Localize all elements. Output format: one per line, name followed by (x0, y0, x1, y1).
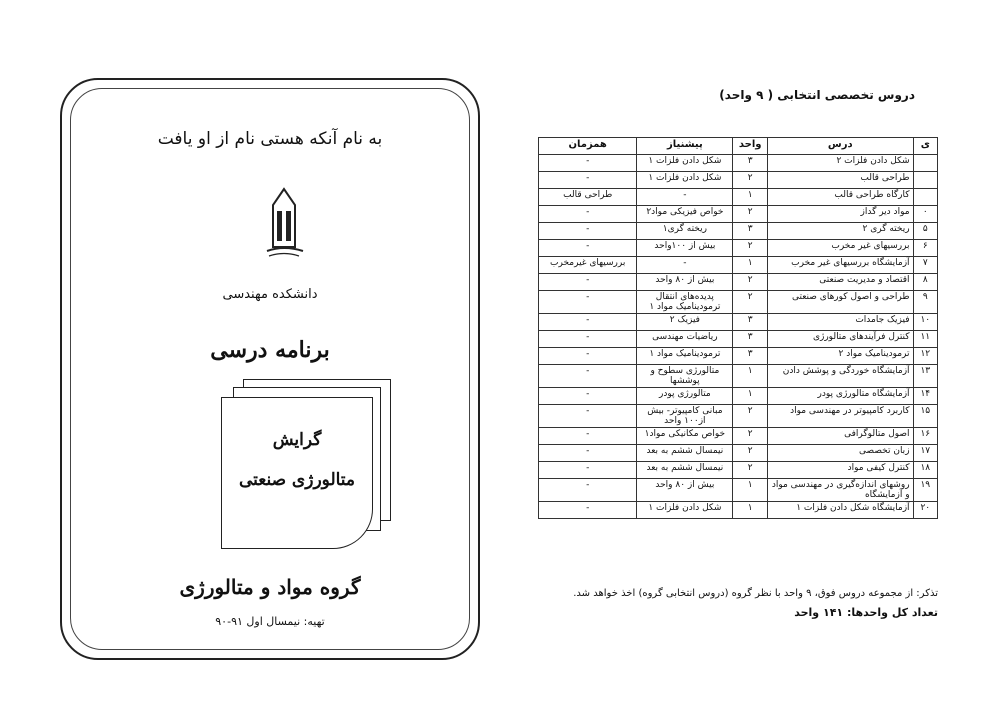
row-coreq: - (539, 314, 637, 331)
row-number: ۱۶ (913, 428, 937, 445)
row-prereq: بیش از ۸۰ واحد (637, 479, 733, 502)
row-number: ۱۵ (913, 405, 937, 428)
row-coreq: - (539, 445, 637, 462)
row-coreq: - (539, 479, 637, 502)
table-row (539, 365, 938, 388)
row-prereq: - (637, 257, 733, 274)
row-number: ۱۸ (913, 462, 937, 479)
row-course: شکل دادن فلزات ۲ (768, 155, 914, 172)
row-coreq: - (539, 206, 637, 223)
row-number: ۰ (913, 206, 937, 223)
row-course: روشهای اندازه‌گیری در مهندسی مواد و آزمایشگاه (768, 479, 914, 502)
row-coreq: - (539, 462, 637, 479)
row-prereq: ریخته گری۱ (637, 223, 733, 240)
row-coreq: - (539, 502, 637, 519)
row-course: طراحی قالب (768, 172, 914, 189)
row-coreq: - (539, 428, 637, 445)
row-course: اصول متالوگرافی (768, 428, 914, 445)
document-stack-graphic (221, 379, 391, 549)
row-prereq: خواص مکانیکی مواد۱ (637, 428, 733, 445)
header-prereq: پیشنیاز (637, 138, 733, 155)
row-coreq: بررسیهای غیرمخرب (539, 257, 637, 274)
row-course: کنترل فرآیندهای متالورژی (768, 331, 914, 348)
header-units: واحد (733, 138, 768, 155)
row-course: آزمایشگاه متالورژی پودر (768, 388, 914, 405)
cover-page (60, 78, 480, 660)
table-row (539, 172, 938, 189)
row-course: کنترل کیفی مواد (768, 462, 914, 479)
row-course: طراحی و اصول کورهای صنعتی (768, 291, 914, 314)
row-course: اقتصاد و مدیریت صنعتی (768, 274, 914, 291)
row-number: ۷ (913, 257, 937, 274)
row-units: ۱ (733, 479, 768, 502)
row-units: ۲ (733, 291, 768, 314)
row-coreq: - (539, 405, 637, 428)
row-course: ریخته گری ۲ (768, 223, 914, 240)
row-prereq: شکل دادن فلزات ۱ (637, 502, 733, 519)
row-number: ۱۷ (913, 445, 937, 462)
table-row (539, 445, 938, 462)
total-units: تعداد کل واحدها: ۱۴۱ واحد (794, 606, 938, 619)
table-header-row (539, 138, 938, 155)
row-number: ۸ (913, 274, 937, 291)
row-coreq: - (539, 172, 637, 189)
table-row (539, 331, 938, 348)
row-course: بررسیهای غیر مخرب (768, 240, 914, 257)
row-course: مواد دیر گداز (768, 206, 914, 223)
row-coreq: - (539, 240, 637, 257)
row-units: ۱ (733, 388, 768, 405)
row-number: ۶ (913, 240, 937, 257)
row-prereq: بیش از ۱۰۰واحد (637, 240, 733, 257)
table-row (539, 223, 938, 240)
row-prereq: متالورژی پودر (637, 388, 733, 405)
header-number: ی (913, 138, 937, 155)
prepared-semester: تهیه: نیمسال اول ۹۱-۹۰ (215, 615, 325, 628)
row-units: ۲ (733, 172, 768, 189)
row-coreq: - (539, 291, 637, 314)
row-number: ۱۳ (913, 365, 937, 388)
row-units: ۲ (733, 206, 768, 223)
row-units: ۱ (733, 502, 768, 519)
table-row (539, 405, 938, 428)
row-prereq: ریاضیات مهندسی (637, 331, 733, 348)
table-row (539, 291, 938, 314)
row-units: ۲ (733, 405, 768, 428)
row-number: ۵ (913, 223, 937, 240)
row-prereq: - (637, 189, 733, 206)
row-coreq: - (539, 223, 637, 240)
courses-table-body (539, 155, 938, 519)
table-row (539, 388, 938, 405)
row-prereq: خواص فیزیکی مواد۲ (637, 206, 733, 223)
major-value: متالورژی صنعتی (238, 470, 356, 490)
row-coreq: - (539, 274, 637, 291)
row-units: ۲ (733, 428, 768, 445)
row-course: زبان تخصصی (768, 445, 914, 462)
row-prereq: شکل دادن فلزات ۱ (637, 172, 733, 189)
row-course: آزمایشگاه شکل دادن فلزات ۱ (768, 502, 914, 519)
table-row (539, 155, 938, 172)
table-row (539, 462, 938, 479)
row-number: ۱۱ (913, 331, 937, 348)
table-title: دروس تخصصی انتخابی ( ۹ واحد) (719, 88, 915, 102)
table-row (539, 502, 938, 519)
row-course: کارگاه طراحی قالب (768, 189, 914, 206)
row-number: ۹ (913, 291, 937, 314)
row-number (913, 189, 937, 206)
row-prereq: نیمسال ششم به بعد (637, 445, 733, 462)
row-prereq: پدیده‌های انتقال ترمودینامیک مواد ۱ (637, 291, 733, 314)
row-coreq: - (539, 155, 637, 172)
row-units: ۱ (733, 189, 768, 206)
table-row (539, 206, 938, 223)
table-row (539, 189, 938, 206)
row-course: فیزیک جامدات (768, 314, 914, 331)
university-logo-icon (259, 187, 309, 259)
table-row (539, 314, 938, 331)
row-number: ۲۰ (913, 502, 937, 519)
table-row (539, 274, 938, 291)
row-coreq: - (539, 331, 637, 348)
row-units: ۱ (733, 257, 768, 274)
row-coreq: طراحی قالب (539, 189, 637, 206)
table-row (539, 479, 938, 502)
courses-table (538, 137, 938, 519)
row-number: ۱۲ (913, 348, 937, 365)
row-prereq: ترمودینامیک مواد ۱ (637, 348, 733, 365)
row-units: ۳ (733, 331, 768, 348)
header-coreq: همزمان (539, 138, 637, 155)
row-prereq: فیزیک ۲ (637, 314, 733, 331)
row-prereq: متالورژی سطوح و پوششها (637, 365, 733, 388)
row-prereq: شکل دادن فلزات ۱ (637, 155, 733, 172)
row-number: ۱۴ (913, 388, 937, 405)
row-coreq: - (539, 388, 637, 405)
cover-inner-border (70, 88, 470, 650)
table-row (539, 428, 938, 445)
row-units: ۲ (733, 445, 768, 462)
row-units: ۳ (733, 155, 768, 172)
row-course: آزمایشگاه خوردگی و پوشش دادن (768, 365, 914, 388)
row-coreq: - (539, 365, 637, 388)
footnote: تذکر: از مجموعه دروس فوق، ۹ واحد با نظر گروه (دروس انتخابی گروه) اخذ خواهد شد. (573, 588, 938, 599)
department-name: گروه مواد و متالورژی (179, 575, 361, 599)
row-course: کاربرد کامپیوتر در مهندسی مواد (768, 405, 914, 428)
table-row (539, 240, 938, 257)
major-label: گرایش (272, 430, 322, 450)
row-units: ۱ (733, 365, 768, 388)
row-coreq: - (539, 348, 637, 365)
row-prereq: مبانی کامپیوتر- بیش از۱۰۰ واحد (637, 405, 733, 428)
table-row (539, 348, 938, 365)
row-units: ۲ (733, 462, 768, 479)
faculty-name: دانشکده مهندسی (222, 287, 318, 302)
stack-sheet-front (221, 397, 373, 549)
row-units: ۳ (733, 223, 768, 240)
row-units: ۳ (733, 314, 768, 331)
row-units: ۳ (733, 348, 768, 365)
row-units: ۲ (733, 240, 768, 257)
row-units: ۲ (733, 274, 768, 291)
row-number: ۱۰ (913, 314, 937, 331)
row-number: ۱۹ (913, 479, 937, 502)
row-course: آزمایشگاه بررسیهای غیر مخرب (768, 257, 914, 274)
row-number (913, 155, 937, 172)
table-row (539, 257, 938, 274)
cover-bismillah: به نام آنکه هستی نام از او یافت (157, 129, 383, 149)
header-course: درس (768, 138, 914, 155)
row-prereq: نیمسال ششم به بعد (637, 462, 733, 479)
row-course: ترمودینامیک مواد ۲ (768, 348, 914, 365)
row-number (913, 172, 937, 189)
row-prereq: بیش از ۸۰ واحد (637, 274, 733, 291)
curriculum-title: برنامه درسی (210, 337, 330, 363)
